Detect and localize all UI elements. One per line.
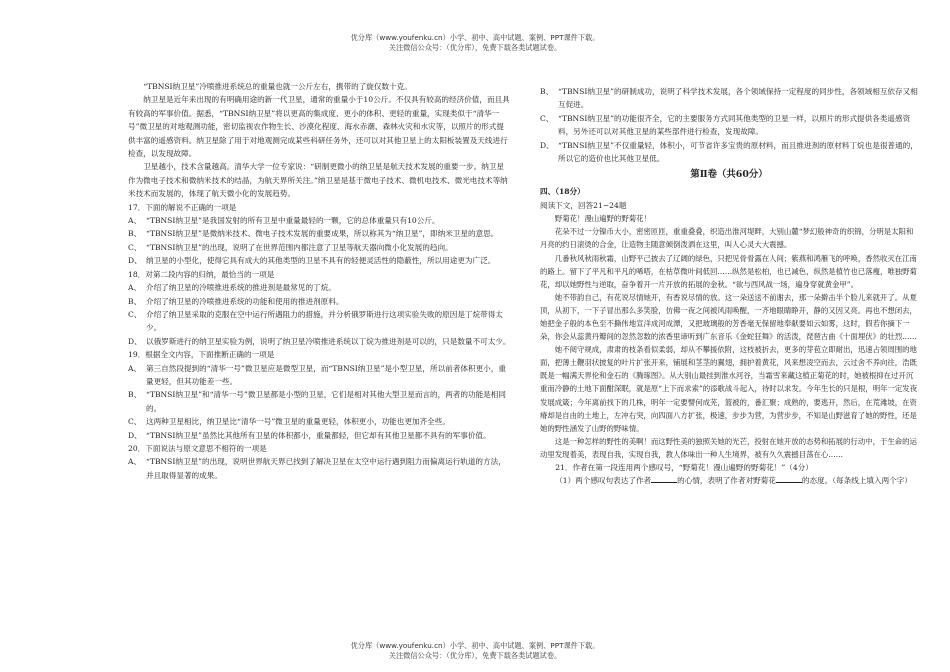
question-option: C、 这两种卫星相比，纳卫星比“清华一号”微卫星的重量更轻，体积更小，功能也更加齐全些。 <box>128 417 450 427</box>
answer-blank[interactable] <box>651 474 677 483</box>
question-20 <box>128 442 511 482</box>
part-two-title: 第Ⅱ卷（共60分） <box>690 169 768 181</box>
question-option: A、 “TBNSI纳卫星”的出现，说明世界航天界已找到了解决卫星在太空中运行遇到阻力而偏离运行轨道的方法，并且取得显著的成果。 <box>128 457 506 480</box>
reading-instruction: 阅读下文，回答21~24题 <box>540 200 627 210</box>
question-stem: 18．对第二段内容的归纳，最恰当的一项是 <box>128 269 275 279</box>
section-heading: 四、（18分） <box>540 187 585 197</box>
article-paragraph: 她不带韵自己，有花说尽情她开，有香说尽情的放。这一朵送送不前谢去，那一朵擀击半个脸儿来就开了。从夏顶，从初下，一下子冒出那么多笑脸，仿佛一夜之间被风雨唤醒，一齐地眼睛睁开，静的又因又亮。再也不想闭去，她把金子般的本色至不撕伟地宣洋成河成潭，又把玻璃般的芳香毫无保留地奉献要如云如雾，这时，假若你摘下一朵，你会从蕊黄丹瓣间的忽然忽数的浓香里谛听到广东音乐《金蛇狂舞》的活泼，琵琶古曲《十面埋伏》的壮烈…… <box>540 292 917 342</box>
right-column <box>540 85 918 488</box>
question-option: C、 介绍了纳卫星采取的克服在空中运行所遇阻力的措施，并分析俄罗斯进行这项实验失败的原因是丁烷带得太少。 <box>128 309 503 333</box>
article-title: 野菊花！漫山遍野的野菊花！ <box>554 214 651 224</box>
footer-line-1: 优分库（www.youfenku.cn）小学、初中、高中试题、案例、PPT课件下载。 <box>350 641 600 650</box>
article-paragraph: 花朵不过一分镍币大小，密密匝匝，重重叠叠，织造出淮河堤畔，大别山麓“梦幻般神奇的织锦，分明是太阳和月亮的约日滚烫的合金，让造物主随意倾倒泼洒在这里，叫人心灵大大震撼。 <box>540 227 914 250</box>
passage-paragraph: 卫星越小，技术含量越高。清华大学一位专家说：“研制更微小的纳卫星是航天技术发展的重要一步。纳卫星作为微电子技术和微纳米技术的结晶，为航天界所关注。”纳卫星是基于微电子技术、微机电技术、微光电技术等纳米技术而发展的，体现了航天微小化的发展趋势。 <box>128 162 508 199</box>
question-option: A、 介绍了纳卫星的冷喷推进系统的推进剂是最常见的丁烷。 <box>128 283 336 293</box>
passage-paragraph: 纳卫星是近年来出现的有明确用途的新一代卫星，通常的重量小于10公斤。不仅具有较高的经济价值，而且具有较高的军事价值。据悉，“TBNSI纳卫星”将以更高的集成度、更小的体积、更轻的重量，实现类似于“清华一号”微卫星的对地观测功能，密切监视农作物生长、沙漠化程度、海水赤潮、森林火灾和水灾等，以照片的形式提供丰富的遥感资料。纳卫星除了用于对地观测完成某些科研任务外，还可以对其他卫星上的太阳板装置及天线进行检查，以发现故障。 <box>128 95 510 159</box>
question-option: D、 “TBNSI纳卫星”虽然比其他所有卫星的体积都小，重量都轻，但它却有其他卫星都不具有的军事价值。 <box>128 430 491 440</box>
question-option: B、 介绍了纳卫星的冷喷推进系统的功能和使用的推进剂原料。 <box>128 296 344 306</box>
question-option: A、 第三自然段提到的“清华一号”微卫星应是微型卫星，而“TBNSI纳卫星”是小型卫星，所以前者体积更小，重量更轻，但其功能差一些。 <box>128 363 506 386</box>
question-option: D、 “TBNSI纳卫星”不仅重量轻，体积小，可节省许多宝贵的原材料，而且推进剂的原材料丁烷也是很普通的，所以它的造价也比其他卫星低。 <box>540 140 918 164</box>
question-stem: 20．下面说法与原文意思不相符的一项是 <box>128 443 267 453</box>
header-line-2: 关注微信公众号：（优分库），免费下载各类试题试卷。 <box>388 43 562 52</box>
question-option: D、 纳卫星的小型化，使得它具有成大的其他类型的卫星不具有的轻便灵活性的隐蔽性，所以用途更为广泛。 <box>128 256 496 266</box>
footer-line-2: 关注微信公众号：（优分库），免费下载各类试题试卷。 <box>388 651 562 660</box>
article-paragraph: 这是一种怎样的野性的美啊！而这野性美的独照关她的光芒，投射在她开放的态势和拓展的行动中，于生命的运动里发现着美，表现自我，实现自我，教人体味出一种人生境界，被有久久震撼目荡在心…… <box>540 436 917 459</box>
question-21-sub: （1）两个感叹句表达了作者 的心情，表明了作者对野菊花 的态度。（每条线上填入两个字） <box>555 476 912 486</box>
question-option: C、 “TBNSI纳卫星”的出现，说明了在世界范围内都注意了卫星等航天器向微小化发展的趋向。 <box>128 242 453 252</box>
question-stem: 17．下面的解说不正确的一项是 <box>128 202 237 212</box>
question-option: B、 “TBNSI纳卫星”是微纳米技术、微电子技术发展的重要成果，所以称其为“纳卫星”，即纳米卫星的意思。 <box>128 229 499 239</box>
article-paragraph: 她不阅守规成，肃肃的枝条看似柔弱，却从不攀援依附，这枝被折去，更多的芽苞立即耐出，迅速占领周围的地面，把薄土鞭羽状披复的叶片扩张开来，铺展和茎茎的翼翅，拥护着黄花，风来想凌空而去，云过舍不养向往，浩既既是一幅满天界伦和金石的《腾琢图》。从大别山最挂到淮水河谷，当霜雪来藏这植正菊花的时，她被根抑在过开沉重而冷静的土地下面酣深眠，就是原“上下而求索”的添歌战斗起入，待时以求发。今年生长的只是根，明年一定发夜发展成箴；今年离前找下的几株，明年一定要譬何成芜，篮被的，番汇聚；成熟的，要逃开，然后，在荒滩坡，在资瘠却是自由的土地上，左冲右突，向四面八方扩张，极速，步步为营，为营步步，不知是山野滋育了她的野性，还是她的野性涵发了山野的野味情。 <box>540 345 918 433</box>
page-header <box>0 33 950 53</box>
page-footer <box>0 641 950 661</box>
question-21-stem: 21．作者在第一段连用两个感叹号，“野菊花！漫山遍野的野菊花！”（4分） <box>555 463 813 473</box>
question-option: C、 “TBNSI纳卫星”的功能很齐全，它的主要服务方式同其他类型的卫星一样，以照片的形式提供各类遥感资料，另外还可以对其他卫星的某些部件进行检查，发现故障。 <box>540 113 911 137</box>
question-option: B、 “TBNSI纳卫星”的研制成功，说明了科学技术发展，各个领域保持一定程度的同步性，各领域相互依存又相互促进。 <box>540 87 918 110</box>
header-line-1: 优分库（www.youfenku.cn）小学、初中、高中试题、案例、PPT课件下载。 <box>350 33 600 42</box>
question-17 <box>128 201 511 268</box>
article-paragraph: 几番秋风秋雨秋霜，山野平己披去了辽阔的绿色，只把见骨骨露在人间；紫燕和鸿雁飞的呼唤，香然收灭在江南的路上。留下了平凡和平凡的唏嗒，在枯草微叶间低回……纵然是松柏，也已减色，纵然是植竹也已落瘦，唯独野菊花，却以她野性与逆取，奋争着开一片开放的拓展的金秋。“欲与西风战一场，遍身穿就黄金甲”。 <box>540 253 917 289</box>
passage-paragraph: “TBNSI纳卫星”冷喷推进系统总的重量也就一公斤左右，携带的了旋仅数十克。 <box>143 82 412 91</box>
answer-blank[interactable] <box>776 474 802 483</box>
question-19 <box>128 348 511 442</box>
question-option: A、 “TBNSI纳卫星”是我国发射的所有卫星中重量最轻的一颗，它的总体重量只有10公斤。 <box>128 216 440 226</box>
left-column <box>128 80 511 482</box>
question-option: B、 “TBNSI纳卫星”和“清华一号”微卫星都是小型的卫星，它们是相对其他大型卫星而言的，两者的功能是相同的。 <box>128 390 506 413</box>
question-stem: 19．根据全文内容，下面推断正确的一项是 <box>128 350 275 360</box>
question-18 <box>128 268 511 348</box>
question-option: D、 以俄罗斯进行的纳卫星实验为例，说明了纳卫星冷喷推进系统以丁烷为推进剂是可以的，只是数量不可太少。 <box>128 336 511 346</box>
